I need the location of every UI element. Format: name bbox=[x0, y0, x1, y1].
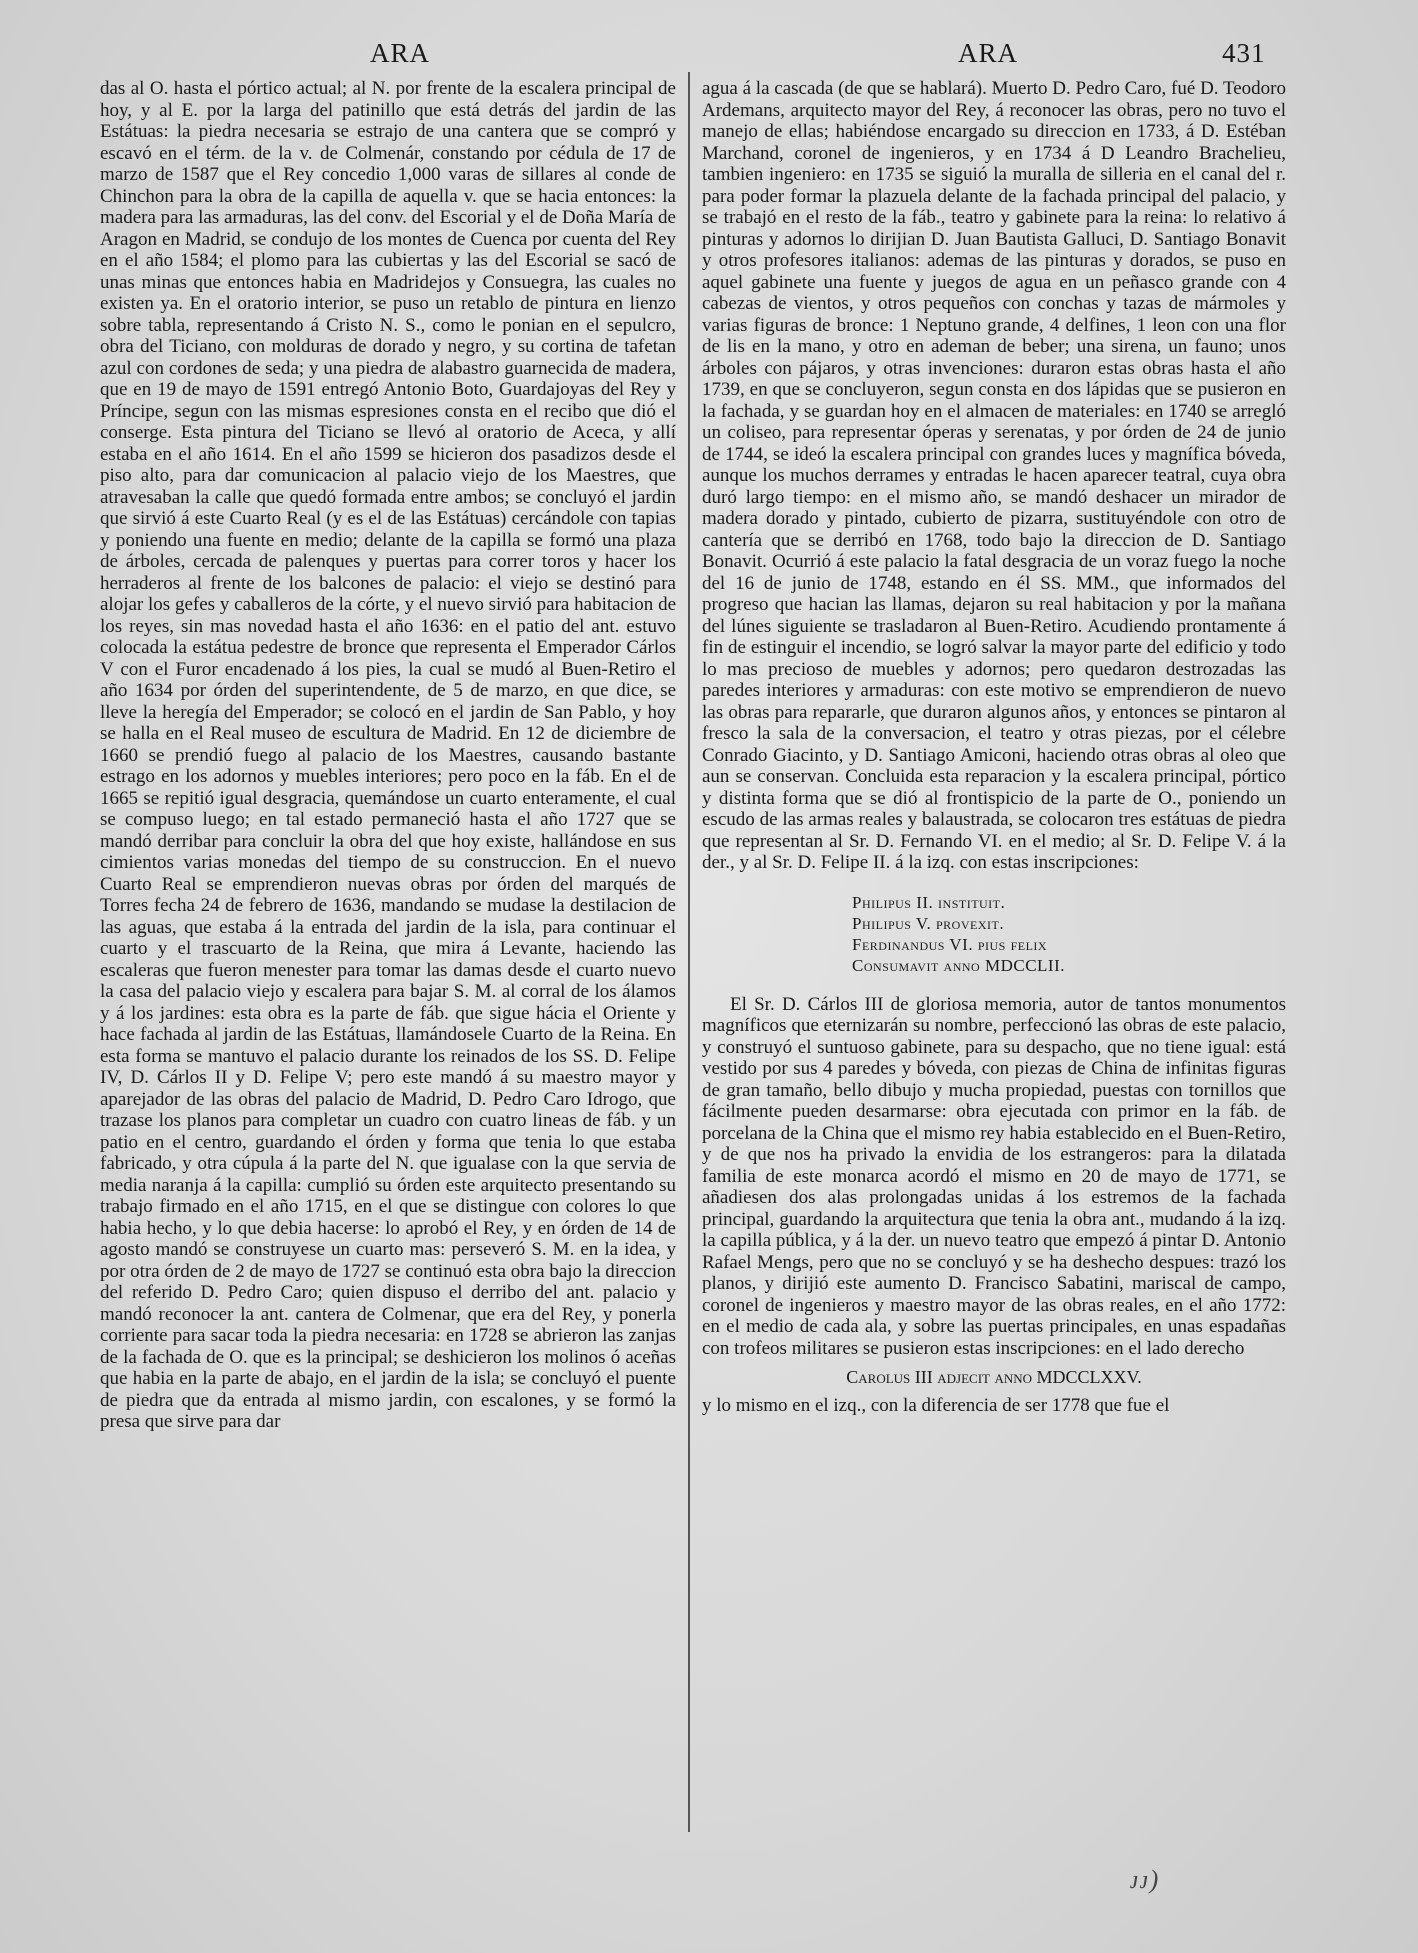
center-inscription: Carolus III adjecit anno MDCCLXXV. bbox=[846, 1367, 1142, 1387]
right-paragraph-3: y lo mismo en el izq., con la diferencia de ser 1778 que fue el bbox=[702, 1394, 1170, 1416]
inscription-block bbox=[852, 892, 1286, 976]
header-left-title: ARA bbox=[370, 38, 431, 68]
inscription-line: Consumavit anno MDCCLII. bbox=[852, 955, 1065, 975]
right-paragraph-2: El Sr. D. Cárlos III de gloriosa memoria, autor de tantos monumentos magníficos que eternizarán su nombre, perfeccionó las obras de este palacio, y construyó el suntuoso gabinete, para su despacho, que no tiene igual: está vestido por sus 4 paredes y bóveda, con piezas de China de infinitas figuras de gran tamaño, bello dibujo y mucha propiedad, puestas con tornillos que fácilmente pueden desarmarse: obra ejecutada con primor en la fáb. de porcelana de la China que el mismo rey habia establecido en el Buen-Retiro, y de que nos ha privado la envidia de los estrangeros: para la dilatada familia de este monarca acordó el mismo en 20 de mayo de 1771, se añadiesen dos alas prolongadas unidas á los estremos de la fachada principal, guardando la arquitectura que tenia la obra ant., mudando á la izq. la capilla pública, y á la der. un nuevo teatro que empezó á pintar D. Antonio Rafael Mengs, pero que no se concluyó y se ha deshecho despues: trazó los planos, y dirijió este aumento D. Francisco Sabatini, mariscal de campo, coronel de ingenieros y maestro mayor de las obras reales, en el año 1772: en el medio de cada ala, y sobre las puertas principales, en unas espadañas con trofeos militares se pusieron estas inscripciones: en el lado derecho bbox=[702, 993, 1286, 1359]
left-column bbox=[100, 78, 676, 1818]
handwritten-mark: ᴊᴊ) bbox=[1130, 1865, 1159, 1894]
page-number: 431 bbox=[1222, 38, 1266, 68]
inscription-line: Philipus II. instituit. bbox=[852, 892, 1006, 912]
column-divider bbox=[688, 72, 690, 1832]
right-column bbox=[702, 78, 1286, 1818]
running-header bbox=[0, 38, 1418, 74]
inscription-line: Philipus V. provexit. bbox=[852, 913, 1005, 933]
inscription-line: Ferdinandus VI. pius felix bbox=[852, 934, 1048, 954]
left-paragraph: das al O. hasta el pórtico actual; al N. por frente de la escalera principal de hoy, y al E. por la larga del patinillo que está detrás del jardin de las Estátuas: la piedra necesaria se estrajo de una cantera que se compró y escavó en el térm. de la v. de Colmenár, constando por cédula de 17 de marzo de 1587 que el Rey concedio 1,000 varas de sillares al conde de Chinchon para la obra de la capilla de aquella v. que se hacia entonces: la madera para las armaduras, las del conv. del Escorial y el de Doña María de Aragon en Madrid, se condujo de los montes de Cuenca por cuenta del Rey en el año 1584; el plomo para las cubiertas y las del Escorial se sacó de unas minas que entonces habia en Madridejos y Consuegra, las cuales no existen ya. En el oratorio interior, se puso un retablo de pintura en lienzo sobre tabla, representando á Cristo N. S., como le ponian en el sepulcro, obra del Ticiano, con molduras de dorado y negro, y su cortina de tafetan azul con cordones de seda; y una piedra de alabastro guarnecida de madera, que en 19 de mayo de 1591 entregó Antonio Boto, Guardajoyas del Rey y Príncipe, segun con las mismas espresiones consta en el recibo que dió el conserge. Esta pintura del Ticiano se llevó al oratorio de Aceca, y allí estaba en el año 1614. En el año 1599 se hicieron dos pasadizos desde el piso alto, para dar comunicacion al palacio viejo de los Maestres, que atravesaban la calle que quedó formada entre ambos; se concluyó el jardin que sirvió á este Cuarto Real (y es el de las Estátuas) cercándole con tapias y poniendo una fuente en medio; delante de la capilla se formó una plaza de árboles, cercada de palenques y puertas para correr toros y hacer los herraderos al frente de los balcones de palacio: el viejo se destinó para alojar los gefes y caballeros de la córte, y el nuevo sirvió para habitacion de los reyes, sin mas novedad hasta el año 1636: en el patio del ant. estuvo colocada la estátua pedestre de bronce que representa el Emperador Cárlos V con el Furor encadenado á los pies, la cual se mudó al Buen-Retiro el año 1634 por órden del superintendente, de 5 de marzo, en que dice, se lleve la heregía del Emperador; se colocó en el jardin de San Pablo, y hoy se halla en el Real museo de escultura de Madrid. En 12 de diciembre de 1660 se prendió fuego al palacio de los Maestres, causando bastante estrago en los adornos y muebles interiores; pero poco en la fáb. En el de 1665 se repitió igual desgracia, quemándose un cuarto enteramente, el cual se compuso luego; en tal estado permaneció hasta el año 1727 que se mandó derribar para concluir la obra del que hoy existe, hallándose en sus cimientos varias monedas del tiempo de su construccion. En el nuevo Cuarto Real se emprendieron nuevas obras por órden del marqués de Torres fecha 24 de febrero de 1636, mandando se mudase la destilacion de las aguas, que estaba á la entrada del jardin de la isla, para continuar el cuarto y el trascuarto de la Reina, que mira á Levante, haciendo las escaleras que fueron menester para tomar las damas desde el cuarto nuevo la casa del palacio viejo y escalera para bajar S. M. al corral de los álamos y á los jardines: esta obra es la parte de fáb. que sigue hácia el Oriente y hace fachada al jardin de las Estátuas, llamándosele Cuarto de la Reina. En esta forma se mantuvo el palacio durante los reinados de los SS. D. Felipe IV, D. Cárlos II y D. Felipe V; pero este mandó á su maestro mayor y aparejador de las obras del palacio de Madrid, D. Pedro Caro Idrogo, que trazase los planos para completar un cuadro con cuatro lineas de fáb. y un patio en el centro, guardando el órden y forma que tenia lo que estaba fabricado, y otra cúpula á la parte del N. que igualase con la que servia de media naranja á la capilla: cumplió su órden este arquitecto presentando su trabajo firmado en el año 1715, en el que se distingue con colores lo que habia hecho, y lo que debia hacerse: lo aprobó el Rey, y en órden de 14 de agosto mandó se construyese un cuarto mas: perseveró S. M. en la idea, y por otra órden de 2 de mayo de 1727 se continuó esta obra bajo la direccion del referido D. Pedro Caro; quien dispuso el derribo del ant. palacio y mandó reconocer la ant. cantera de Colmenar, que era del Rey, y ponerla corriente para sacar toda la piedra necesaria: en 1728 se abrieron las zanjas de la fachada de O. que es la principal; se deshicieron los molinos ó aceñas que habia en la parte de abajo, en el jardin de la isla; se concluyó el puente de piedra que da entrada al mismo jardin, con escalones, y se formó la presa que sirve para dar bbox=[100, 78, 676, 1432]
right-paragraph: agua á la cascada (de que se hablará). Muerto D. Pedro Caro, fué D. Teodoro Ardemans, arquitecto mayor del Rey, á reconocer las obras, pero no tuvo el manejo de ellas; habiéndose encargado su direccion en 1733, á D. Estéban Marchand, coronel de ingenieros, y en 1734 á D Leandro Brachelieu, tambien ingeniero: en 1735 se siguió la muralla de silleria en el canal del r. para poder formar la plazuela delante de la fachada principal del palacio, y se trabajó en el resto de la fáb., teatro y gabinete para la reina: lo relativo á pinturas y adornos lo dirijian D. Juan Bautista Galluci, D. Santiago Bonavit y otros profesores italianos: ademas de las pinturas y dorados, se puso en aquel gabinete una fuente y juegos de agua en un peñasco grande con 4 cabezas de vientos, y otros pequeños con conchas y tazas de mármoles y varias figuras de bronce: 1 Neptuno grande, 4 delfines, 1 leon con una flor de lis en la mano, y otro en ademan de beber; una sirena, un fauno; unos árboles con pájaros, y otras invenciones: duraron estas obras hasta el año 1739, en que se concluyeron, segun consta en dos lápidas que se pusieron en la fachada, y se guardan hoy en el almacen de materiales: en 1740 se arregló un coliseo, para representar óperas y serenatas, y por órden de 24 de junio de 1744, se ideó la escalera principal con grandes luces y magnífica bóveda, aunque los muchos derrames y entradas le hacen aparecer teatral, cuya obra duró largo tiempo: en el mismo año, se mandó deshacer un mirador de madera dorado y pintado, cubierto de pizarra, sustituyéndole con otro de cantería que se derribó en 1768, todo bajo la direccion de D. Santiago Bonavit. Ocurrió á este palacio la fatal desgracia de un voraz fuego la noche del 16 de junio de 1748, estando en él SS. MM., que informados del progreso que hacian las llamas, dejaron su real habitacion y por la mañana del lúnes siguiente se trasladaron al Buen-Retiro. Acudiendo prontamente á fin de estinguir el incendio, se logró salvar la mayor parte del edificio y todo lo mas precioso de muebles y adornos; pero quedaron destrozadas las paredes interiores y armaduras: con este motivo se emprendieron de nuevo las obras para repararle, que duraron algunos años, y entonces se pintaron al fresco la sala de la conversacion, el teatro y otras piezas, por el célebre Conrado Giacinto, y D. Santiago Amiconi, haciendo otras obras al oleo que aun se conservan. Concluida esta reparacion y la escalera principal, pórtico y distinta forma que se dió al frontispicio de la parte de O., poniendo un escudo de las armas reales y balaustrada, se colocaron tres estátuas de piedra que representan al Sr. D. Fernando VI. en el medio; al Sr. D. Felipe V. á la der., y al Sr. D. Felipe II. á la izq. con estas inscripciones: bbox=[702, 78, 1286, 873]
header-right-title: ARA bbox=[958, 38, 1019, 68]
